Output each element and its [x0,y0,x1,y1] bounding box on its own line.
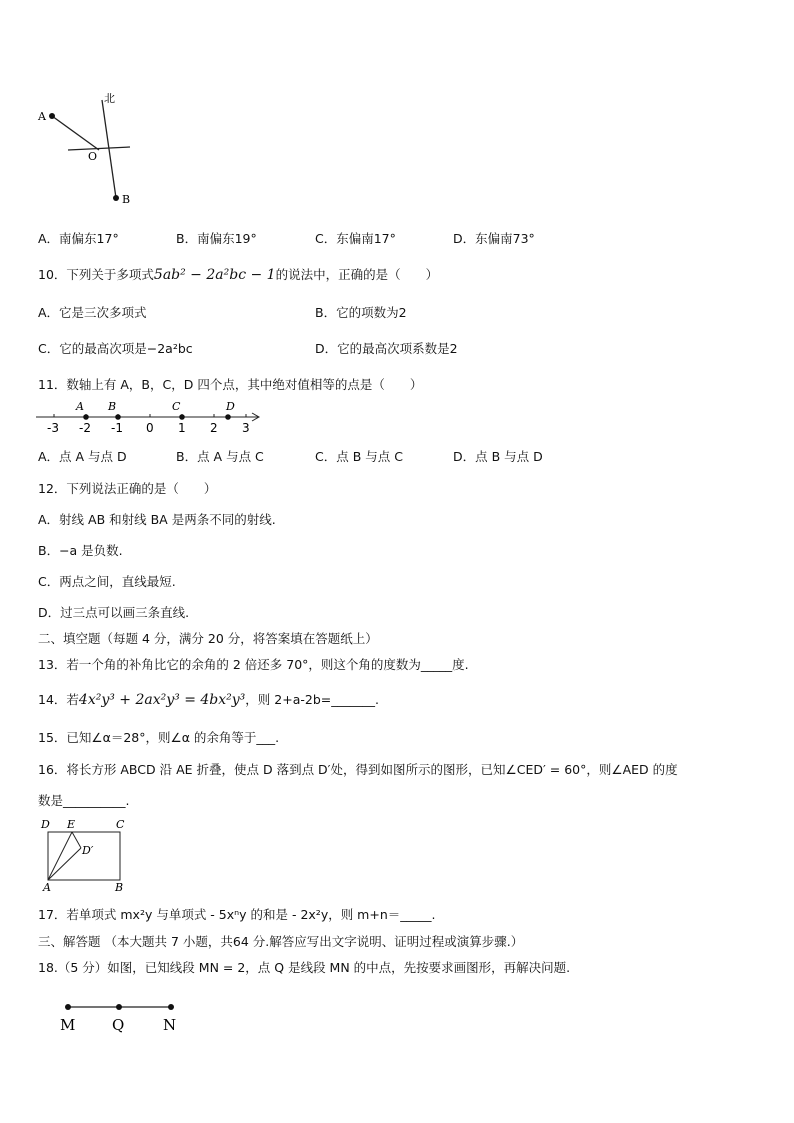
q10-option-d: D．它的最高次项系数是2 [315,341,458,356]
q12-option-d: D．过三点可以画三条直线. [38,605,190,620]
segment-label-q: Q [112,1016,125,1034]
q11-option-a: A．点 A 与点 D [38,449,127,464]
tick-label-0: 0 [146,421,154,435]
q10-option-a: A．它是三次多项式 [38,305,147,320]
folded-rectangle-figure [38,816,138,894]
section-2-heading: 二、填空题（每题 4 分，满分 20 分，将答案填在答题纸上） [38,631,378,646]
q10-suffix: 的说法中，正确的是（ ） [275,267,439,282]
q11-option-d: D．点 B 与点 D [453,449,543,464]
tick-label-neg1: -1 [111,421,123,435]
q18: 18.（5 分）如图，已知线段 MN = 2，点 Q 是线段 MN 的中点，先按要求画图形，再解决问题. [38,960,571,975]
numline-point-d: D [226,400,235,413]
segment-label-n: N [163,1016,177,1034]
compass-figure [36,90,146,210]
fig-point-a-label: A [38,110,46,123]
tick-label-3: 3 [242,421,250,435]
rect-label-b: B [115,881,124,894]
rect-label-c: C [116,818,125,831]
q11-stem: 11．数轴上有 A，B，C，D 四个点，其中绝对值相等的点是（ ） [38,377,423,392]
q9-option-c: C．东偏南17° [315,231,396,246]
q10-stem [38,265,438,283]
q10-polynomial: 5ab² − 2a²bc − 1 [153,267,276,283]
q16-line-2: 数是__________. [38,793,130,808]
q13: 13．若一个角的补角比它的余角的 2 倍还多 70°，则这个角的度数为_____度. [38,657,469,672]
q10-prefix: 10．下列关于多项式 [38,267,154,282]
rect-label-d-prime: D′ [82,844,94,857]
q14-equation: 4x²y³ + 2ax²y³ = 4bx²y³ [78,692,246,708]
q9-option-a: A．南偏东17° [38,231,119,246]
tick-label-neg3: -3 [47,421,59,435]
q12-stem: 12．下列说法正确的是（ ） [38,481,217,496]
number-line-figure [36,398,266,436]
q12-option-b: B．−a 是负数. [38,543,123,558]
q9-option-d: D．东偏南73° [453,231,535,246]
q14 [38,690,379,708]
numline-point-b: B [108,400,117,413]
q14-suffix: ，则 2+a-2b=_______. [245,692,379,707]
q11-option-b: B．点 A 与点 C [176,449,264,464]
numline-point-a: A [76,400,84,413]
rect-label-e: E [67,818,76,831]
rect-label-a: A [43,881,51,894]
q15: 15．已知∠α＝28°，则∠α 的余角等于___. [38,730,280,745]
tick-label-neg2: -2 [79,421,91,435]
fig-point-b-label: B [122,193,131,206]
fig-point-o-label: O [88,150,98,163]
numline-point-c: C [172,400,181,413]
q16-line-1: 16．将长方形 ABCD 沿 AE 折叠，使点 D 落到点 D′处，得到如图所示的图形，已知∠CED′ = 60°，则∠AED 的度 [38,762,678,777]
q12-option-a: A．射线 AB 和射线 BA 是两条不同的射线. [38,512,276,527]
q11-option-c: C．点 B 与点 C [315,449,403,464]
q14-prefix: 14．若 [38,692,79,707]
tick-label-1: 1 [178,421,186,435]
q17: 17．若单项式 mx²y 与单项式 - 5xⁿy 的和是 - 2x²y，则 m+n＝_____. [38,907,436,922]
q10-option-b: B．它的项数为2 [315,305,407,320]
fig-north-label: 北 [104,92,115,105]
section-3-heading: 三、解答题 （本大题共 7 小题，共64 分.解答应写出文字说明、证明过程或演算步骤.） [38,934,524,949]
q10-option-c: C．它的最高次项是−2a²bc [38,341,193,356]
rect-label-d: D [41,818,50,831]
segment-label-m: M [60,1016,76,1034]
segment-mn-figure [56,998,186,1038]
q9-option-b: B．南偏东19° [176,231,257,246]
q12-option-c: C．两点之间，直线最短. [38,574,176,589]
tick-label-2: 2 [210,421,218,435]
